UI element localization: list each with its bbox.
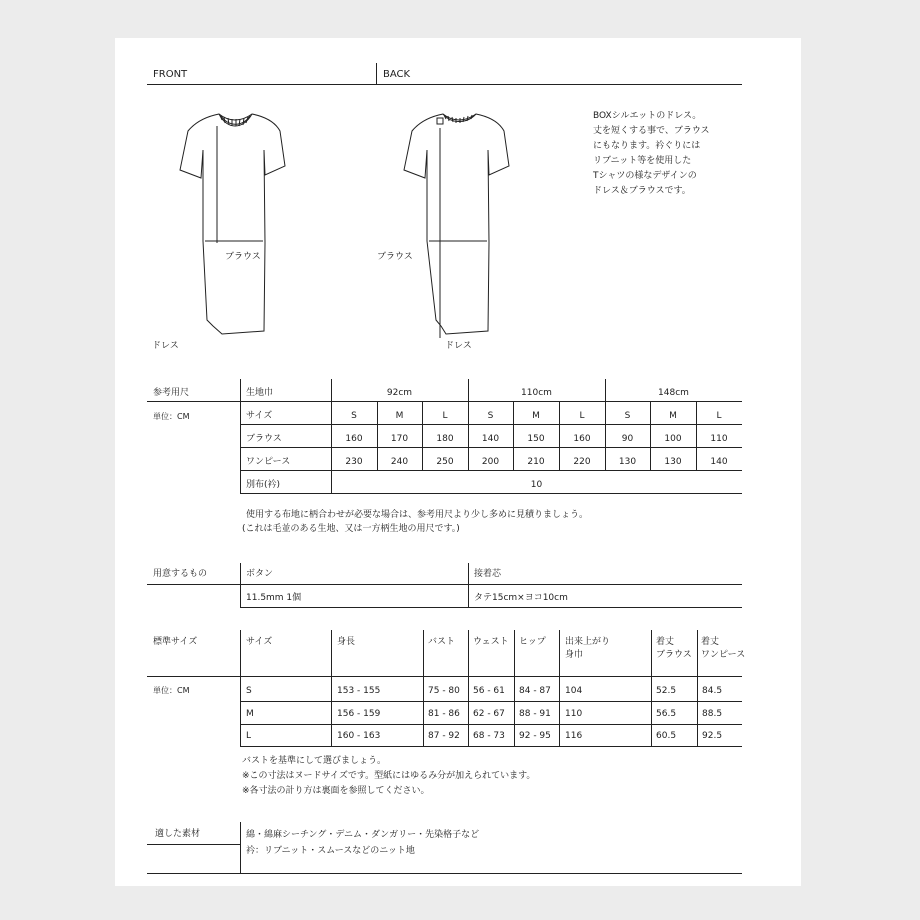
fabric-heading: 参考用尺 (153, 388, 190, 398)
materials-line-2: 衿：リブニット・スムースなどのニット地 (246, 846, 415, 856)
dress-row-label: ワンピース (246, 457, 291, 467)
pattern-sheet: FRONT BACK ブラウス ドレス ブラウス ドレス BOXシルエットのドレス。 丈を短くする事で、ブラウス にもなります。衿ぐりには リブニット等を使用した Tシャツの様なデザインの ドレス＆ブラウスです。 参考用尺 単位：CM 生地巾 92cm 110cm 148cm サイズ S M L S M L S M L ブラウス 160 170 180 140 150 160 90 100 110 ワンピース 230 240 250 200 210 220 130 130 140 別布(衿) 10 使用する布地に柄合わせが必要な場合は、参考用尺より少し多めに見積りましょう。 (これは毛並のある生地、又は一方柄生地の用尺です。) 用意するもの ボタン 11.5mm 1個 接着芯 タテ15cm×ヨコ10cm 標準サイズ 単位：CM サイズ 身長 バスト ウェスト ヒップ 出来上がり 身巾 着丈 ブラウス 着丈 ワンピース S 153 - 155 75 - 80 56 - 61 84 - 87 104 52.5 84.5 M 156 - 159 81 - 86 62 - 67 88 - 91 110 56.5 88.5 L 160 - 163 87 - 92 68 - 73 92 - 95 116 60.5 92.5 バストを基準にして選びましょう。 ※この寸法はヌードサイズです。型紙にはゆるみ分が加えられています。 ※各寸法の計り方は裏面を参照してください。 適した素材 綿・綿麻シーチング・デニム・ダンガリー・先染格子など 衿：リブニット・スムースなどのニット地 (115, 38, 801, 886)
materials-line-1: 綿・綿麻シーチング・デニム・ダンガリー・先染格子など (246, 830, 480, 840)
hdr-size: サイズ (246, 637, 273, 647)
collar-value: 10 (530, 480, 543, 490)
hdr-finished-2: 身巾 (565, 650, 584, 660)
sizes-note-3: ※各寸法の計り方は裏面を参照してください。 (242, 786, 430, 796)
back-label: BACK (383, 69, 411, 80)
hdr-bust: バスト (428, 637, 456, 647)
width-label: 生地巾 (246, 388, 274, 398)
sizes-heading: 標準サイズ (153, 637, 198, 647)
back-blouse-label: ブラウス (377, 252, 413, 262)
blouse-row-label: ブラウス (246, 434, 282, 444)
front-dress-label: ドレス (152, 341, 179, 351)
front-label: FRONT (153, 69, 188, 80)
width-92: 92cm (386, 388, 413, 398)
interfacing-value: タテ15cm×ヨコ10cm (474, 593, 568, 603)
button-value: 11.5mm 1個 (246, 593, 302, 603)
width-148: 148cm (658, 388, 689, 398)
width-110: 110cm (521, 388, 552, 398)
hdr-dress-length-1: 着丈 (701, 637, 720, 647)
back-dress-label: ドレス (445, 341, 472, 351)
interfacing-label: 接着芯 (474, 569, 502, 579)
materials-heading: 適した素材 (155, 829, 201, 839)
hdr-hip: ヒップ (519, 637, 546, 647)
hdr-blouse-length-2: ブラウス (656, 650, 692, 660)
fabric-note-2: (これは毛並のある生地、又は一方柄生地の用尺です。) (242, 524, 460, 534)
hdr-blouse-length-1: 着丈 (656, 637, 675, 647)
sizes-note-1: バストを基準にして選びましょう。 (242, 756, 387, 766)
garment-illustrations (115, 38, 801, 368)
sizes-unit: 単位：CM (153, 686, 190, 695)
back-view-drawing (404, 114, 509, 338)
size-label: サイズ (246, 411, 273, 421)
front-view-drawing (180, 114, 285, 334)
hdr-waist: ウェスト (473, 637, 509, 647)
notions-heading: 用意するもの (153, 569, 208, 579)
hdr-height: 身長 (337, 637, 356, 647)
sizes-note-2: ※この寸法はヌードサイズです。型紙にはゆるみ分が加えられています。 (242, 771, 536, 781)
collar-row-label: 別布(衿) (246, 480, 281, 490)
hdr-dress-length-2: ワンピース (701, 650, 746, 660)
front-blouse-label: ブラウス (225, 252, 261, 262)
hdr-finished-1: 出来上がり (565, 637, 611, 647)
fabric-note-1: 使用する布地に柄合わせが必要な場合は、参考用尺より少し多めに見積りましょう。 (246, 510, 589, 520)
fabric-unit: 単位：CM (153, 412, 190, 421)
button-label: ボタン (246, 569, 274, 579)
